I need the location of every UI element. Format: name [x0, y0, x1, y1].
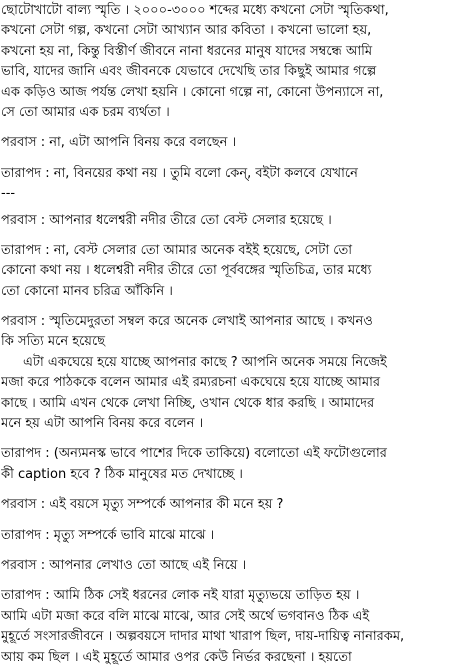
text-line: কখনো সেটা গল্প, কখনো সেটা আখ্যান আর কবিতা । কখনো ভালো হয়, — [1, 23, 372, 39]
text-line: কখনো হয় না, কিন্তু বিস্তীর্ণ জীবনে নানা ধরনের মানুষ যাদের সম্বন্ধে আমি — [1, 43, 373, 59]
text-line: কাছে । আমি এখন থেকে লেখা নিচ্ছি, ওখান থেকে ধার করছি । আমাদের — [1, 395, 375, 411]
text-line: পরবাস : স্মৃতিমেদুরতা সম্বল করে অনেক লেখাই আপনার আছে । কখনও — [1, 314, 373, 330]
text-line: এক কড়িও আজ পর্যন্ত লেখা হয়নি । কোনো গল্পে না, কোনো উপন্যাসে না, — [1, 84, 384, 100]
text-line: তারাপদ : না, বেস্ট সেলার তো আমার অনেক বইই হয়েছে, সেটা তো — [1, 242, 353, 258]
text-line: তারাপদ : (অন্যমনস্ক ভাবে পাশের দিকে তাকিয়ে) বলোতো এই ফটোগুলোর — [1, 446, 387, 462]
text-line: তারাপদ : আমি ঠিক সেই ধরনের লোক নই যারা মৃত্যুভয়ে তাড়িত হয় । — [1, 588, 360, 604]
document-body — [1, 1, 453, 668]
text-line: পরবাস : না, এটা আপনি বিনয় করে বলছেন । — [1, 135, 237, 151]
text-line: সে তো আমার এক চরম ব্যর্থতা । — [1, 104, 170, 120]
paragraph-question-continued — [1, 373, 453, 434]
paragraph-question — [1, 556, 453, 576]
paragraph-question-continued — [1, 353, 453, 373]
text-line: পরবাস : আপনার লেখাও তো আছে এই নিয়ে । — [1, 557, 247, 573]
text-line: তো কোনো মানব চরিত্র আঁকিনি । — [1, 283, 173, 299]
paragraph-memoir-intro — [1, 1, 453, 123]
text-line: মজা করে পাঠককে বলেন আমার এই রম্যরচনা একঘেয়ে হয়ে যাচ্ছে আমার — [1, 375, 380, 391]
text-line: কোনো কথা নয় । ধলেশ্বরী নদীর তীরে তো পূর্ববঙ্গের স্মৃতিচিত্র, তার মধ্যে — [1, 263, 372, 279]
text-line: কী caption হবে ? ঠিক মানুষের মত দেখাচ্ছে । — [1, 466, 243, 482]
text-line: পরবাস : এই বয়সে মৃত্যু সম্পর্কে আপনার কী মনে হয় ? — [1, 497, 284, 513]
text-line: পরবাস : আপনার ধলেশ্বরী নদীর তীরে তো বেস্ট সেলার হয়েছে । — [1, 212, 332, 228]
text-line: আয় কম ছিল । এই মুহূর্তে আমার ওপর কেউ নির্ভর করছেনা । হয়তো — [1, 649, 352, 665]
text-line: তারাপদ : না, বিনয়ের কথা নয় । তুমি বলো কেন্, বইটা কলবে যেখানে — [1, 165, 358, 181]
paragraph-answer — [1, 241, 453, 302]
paragraph-question — [1, 312, 453, 353]
paragraph-answer — [1, 526, 453, 546]
paragraph-answer — [1, 444, 453, 485]
text-line: মুহূর্তে সংসারজীবনে । অল্পবয়সে দাদার মাথা খারাপ ছিল, দায়-দায়িত্ব নানারকম, — [1, 629, 405, 645]
paragraph-answer — [1, 586, 453, 668]
text-line: মনে হয় এটা আপনি বিনয় করে বলেন । — [1, 416, 204, 432]
text-line: --- — [1, 186, 16, 202]
paragraph-question — [1, 211, 453, 231]
text-line: আমি এটা মজা করে বলি মাঝে মাঝে, আর সেই অর্থে ভগবানও ঠিক এই — [1, 608, 370, 624]
paragraph-question — [1, 133, 453, 153]
paragraph-question — [1, 495, 453, 515]
text-line: ছোটোখাটো বাল্য স্মৃতি । ২০০০-৩০০০ শব্দের মধ্যে কখনো সেটা স্মৃতিকথা, — [1, 3, 389, 18]
text-line: তারাপদ : মৃত্যু সম্পর্কে ভাবি মাঝে মাঝে । — [1, 527, 215, 543]
text-line: কি সত্যি মনে হয়েছে — [1, 334, 106, 350]
text-line: ভাবি, যাদের জানি এবং জীবনকে যেভাবে দেখেছি তার কিছুই আমার গল্পে — [1, 64, 377, 80]
text-line: এটা একঘেয়ে হয়ে যাচ্ছে আপনার কাছে ? আপনি অনেক সময়ে নিজেই — [23, 354, 387, 370]
paragraph-answer — [1, 164, 453, 205]
